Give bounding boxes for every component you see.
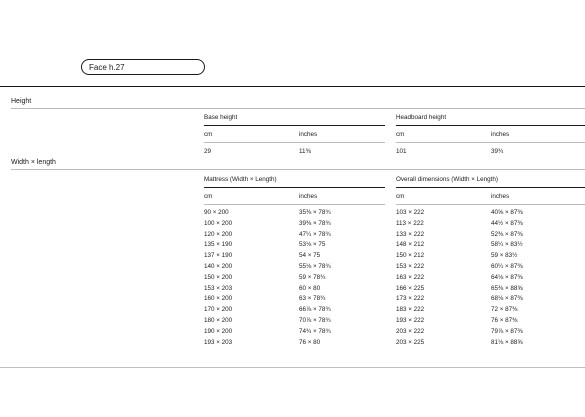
headboard-height-rule [396,125,585,126]
base-height-value-inches: 11⅜ [299,148,311,155]
dimensions-title-underline [11,169,585,170]
cell-cm: 133 × 222 [396,230,425,238]
base-height-header-rule [204,142,385,143]
table-row [204,209,385,220]
overall-table-title: Overall dimensions (Width × Length) [396,176,499,183]
cell-cm: 173 × 222 [396,295,425,303]
base-height-title: Base height [204,114,238,121]
table-row [204,252,385,263]
headboard-height-value-inches: 39¾ [491,148,504,155]
cell-cm: 148 × 212 [396,241,425,249]
cell-cm: 150 × 200 [204,273,233,281]
table-row [396,263,585,274]
table-row [396,220,585,231]
cell-inches: 81⅛ × 88⅝ [491,338,523,346]
table-row [396,274,585,285]
cell-cm: 140 × 200 [204,262,233,270]
table-row [396,295,585,306]
table-row [396,317,585,328]
table-row [396,252,585,263]
table-row [204,263,385,274]
cell-cm: 103 × 222 [396,209,425,216]
base-height-rule [204,125,385,126]
base-height-unit-cm: cm [204,131,213,138]
cell-inches: 74¾ × 78¾ [299,327,331,335]
cell-inches: 63 × 78¾ [299,295,326,303]
cell-cm: 113 × 222 [396,219,424,227]
cell-inches: 76 × 87⅜ [491,316,518,324]
table-row [204,317,385,328]
dimensions-section-title: Width × length [11,159,56,166]
cell-cm: 190 × 200 [204,327,233,335]
table-row [396,328,585,339]
cell-cm: 160 × 200 [204,295,233,303]
cell-inches: 44½ × 87⅜ [491,219,523,227]
cell-cm: 120 × 200 [204,230,233,238]
table-row [204,220,385,231]
cell-inches: 53⅛ × 75 [299,241,326,249]
table-row [204,231,385,242]
cell-cm: 180 × 200 [204,316,233,324]
mattress-header-cm: cm [204,193,213,200]
table-row [396,285,585,296]
cell-cm: 170 × 200 [204,306,233,314]
product-name-pill[interactable]: Face h.27 [81,59,205,75]
cell-cm: 166 × 225 [396,284,425,292]
cell-inches: 58¼ × 83½ [491,241,523,249]
cell-cm: 150 × 212 [396,252,425,260]
base-height-unit-inches: inches [299,131,318,138]
cell-cm: 153 × 203 [204,284,233,292]
headboard-height-title: Headboard height [396,114,447,121]
cell-cm: 193 × 222 [396,316,425,324]
cell-cm: 193 × 203 [204,338,233,346]
table-row [396,209,585,220]
cell-cm: 137 × 190 [204,252,233,260]
table-row [204,241,385,252]
cell-inches: 60¼ × 87⅜ [491,262,523,270]
overall-header-rule [396,204,585,205]
cell-inches: 55⅛ × 78¾ [299,262,331,270]
cell-inches: 40⅝ × 87⅜ [491,209,523,216]
cell-inches: 66⅞ × 78¾ [299,306,331,314]
overall-table-body [396,209,585,349]
height-section-title: Height [11,98,32,105]
cell-inches: 79⅞ × 87⅜ [491,327,523,335]
cell-inches: 68⅛ × 87⅜ [491,295,523,303]
headboard-height-unit-inches: inches [491,131,510,138]
headboard-height-value-cm: 101 [396,148,407,155]
cell-inches: 59 × 78¾ [299,273,326,281]
cell-cm: 90 × 200 [204,209,229,216]
mattress-header-inches: inches [299,193,318,200]
table-row [396,231,585,242]
cell-cm: 203 × 225 [396,338,425,346]
headboard-height-unit-cm: cm [396,131,405,138]
cell-inches: 65⅜ × 88⅝ [491,284,523,292]
cell-cm: 135 × 190 [204,241,233,249]
table-row [204,274,385,285]
cell-inches: 70⅞ × 78¾ [299,316,331,324]
table-row [204,285,385,296]
cell-inches: 64⅛ × 87⅜ [491,273,523,281]
cell-inches: 76 × 80 [299,338,321,346]
cell-inches: 72 × 87⅜ [491,306,518,314]
mattress-header-rule [204,204,385,205]
cell-inches: 35⅜ × 78¾ [299,209,331,216]
base-height-value-cm: 29 [204,148,212,155]
cell-inches: 39⅜ × 78¾ [299,219,331,227]
overall-table-rule [396,187,585,188]
mattress-table-rule [204,187,385,188]
cell-cm: 163 × 222 [396,273,425,281]
mattress-table-body [204,209,385,349]
height-title-underline [11,108,585,109]
section-divider-bottom [0,367,585,368]
cell-cm: 153 × 222 [396,262,425,270]
cell-inches: 54 × 75 [299,252,321,260]
cell-cm: 100 × 200 [204,219,233,227]
table-row [396,241,585,252]
table-row [204,306,385,317]
table-row [396,306,585,317]
table-row [204,339,385,350]
overall-header-cm: cm [396,193,405,200]
cell-cm: 183 × 222 [396,306,425,314]
table-row [396,339,585,350]
section-divider-height [0,86,585,87]
cell-inches: 52⅜ × 87⅜ [491,230,523,238]
table-row [204,328,385,339]
mattress-table-title: Mattress (Width × Length) [204,176,277,183]
table-row [204,295,385,306]
cell-inches: 59 × 83½ [491,252,518,260]
cell-inches: 60 × 80 [299,284,321,292]
cell-inches: 47¼ × 78¾ [299,230,331,238]
cell-cm: 203 × 222 [396,327,425,335]
overall-header-inches: inches [491,193,510,200]
headboard-height-header-rule [396,142,585,143]
